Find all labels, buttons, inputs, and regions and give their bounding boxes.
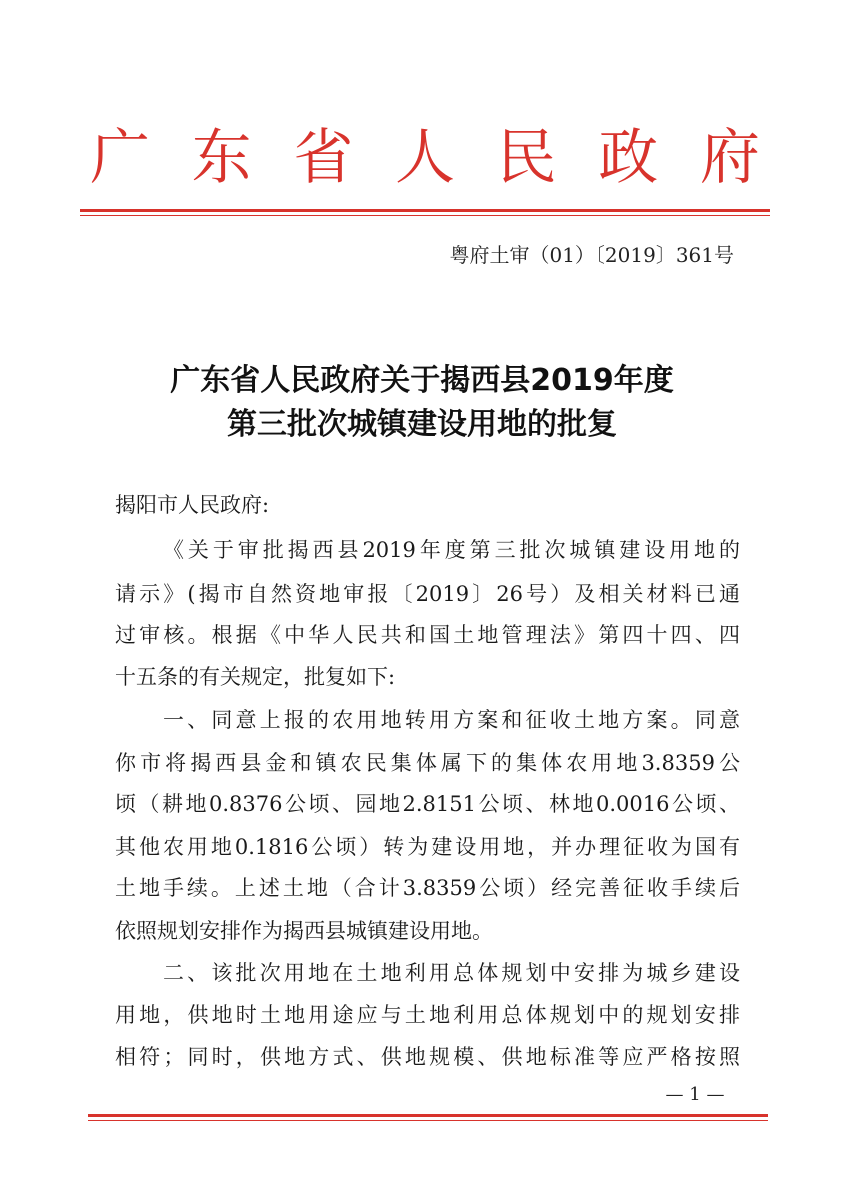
document-title-line-1: 广东省人民政府关于揭西县2019年度: [170, 363, 674, 398]
body-line: 《关于审批揭西县2019年度第三批次城镇建设用地的: [163, 538, 740, 562]
page-number: — 1 —: [665, 1084, 725, 1105]
footer-divider-thin: [88, 1120, 768, 1121]
body-line: 土地手续。上述土地（合计3.8359公顷）经完善征收手续后: [115, 876, 740, 900]
body-line: 二、该批次用地在土地利用总体规划中安排为城乡建设: [163, 961, 740, 985]
masthead-char: 政: [598, 123, 659, 193]
document-number: 粤府土审（01）〔2019〕361号: [449, 243, 734, 267]
body-line: 其他农用地0.1816公顷）转为建设用地，并办理征收为国有: [115, 835, 740, 859]
body-line: 一、同意上报的农用地转用方案和征收土地方案。同意: [163, 708, 740, 732]
masthead-char: 广: [90, 123, 150, 193]
body-line: 过审核。根据《中华人民共和国土地管理法》第四十四、四: [115, 623, 740, 647]
body-line: 十五条的有关规定，批复如下:: [115, 665, 396, 689]
masthead: [80, 118, 770, 198]
masthead-char: 省: [293, 123, 354, 193]
body-line: 请示》(揭市自然资地审报〔2019〕26号）及相关材料已通: [115, 582, 740, 606]
footer-divider-thick: [88, 1114, 768, 1117]
body-line: 依照规划安排作为揭西县城镇建设用地。: [115, 919, 493, 943]
body-line: 用地，供地时土地用途应与土地利用总体规划中的规划安排: [115, 1003, 740, 1027]
body-line: 相符；同时，供地方式、供地规模、供地标准等应严格按照: [115, 1045, 740, 1069]
masthead-divider-thin: [80, 215, 770, 216]
body-line: 你市将揭西县金和镇农民集体属下的集体农用地3.8359公: [115, 751, 740, 775]
masthead-char: 人: [394, 123, 455, 193]
masthead-char: 民: [496, 123, 557, 193]
masthead-char: 府: [699, 123, 760, 193]
masthead-char: 东: [191, 123, 252, 193]
body-line: 顷（耕地0.8376公顷、园地2.8151公顷、林地0.0016公顷、: [115, 792, 740, 816]
masthead-divider-thick: [80, 209, 770, 212]
addressee: 揭阳市人民政府:: [115, 493, 270, 517]
document-title-line-2: 第三批次城镇建设用地的批复: [227, 407, 617, 442]
